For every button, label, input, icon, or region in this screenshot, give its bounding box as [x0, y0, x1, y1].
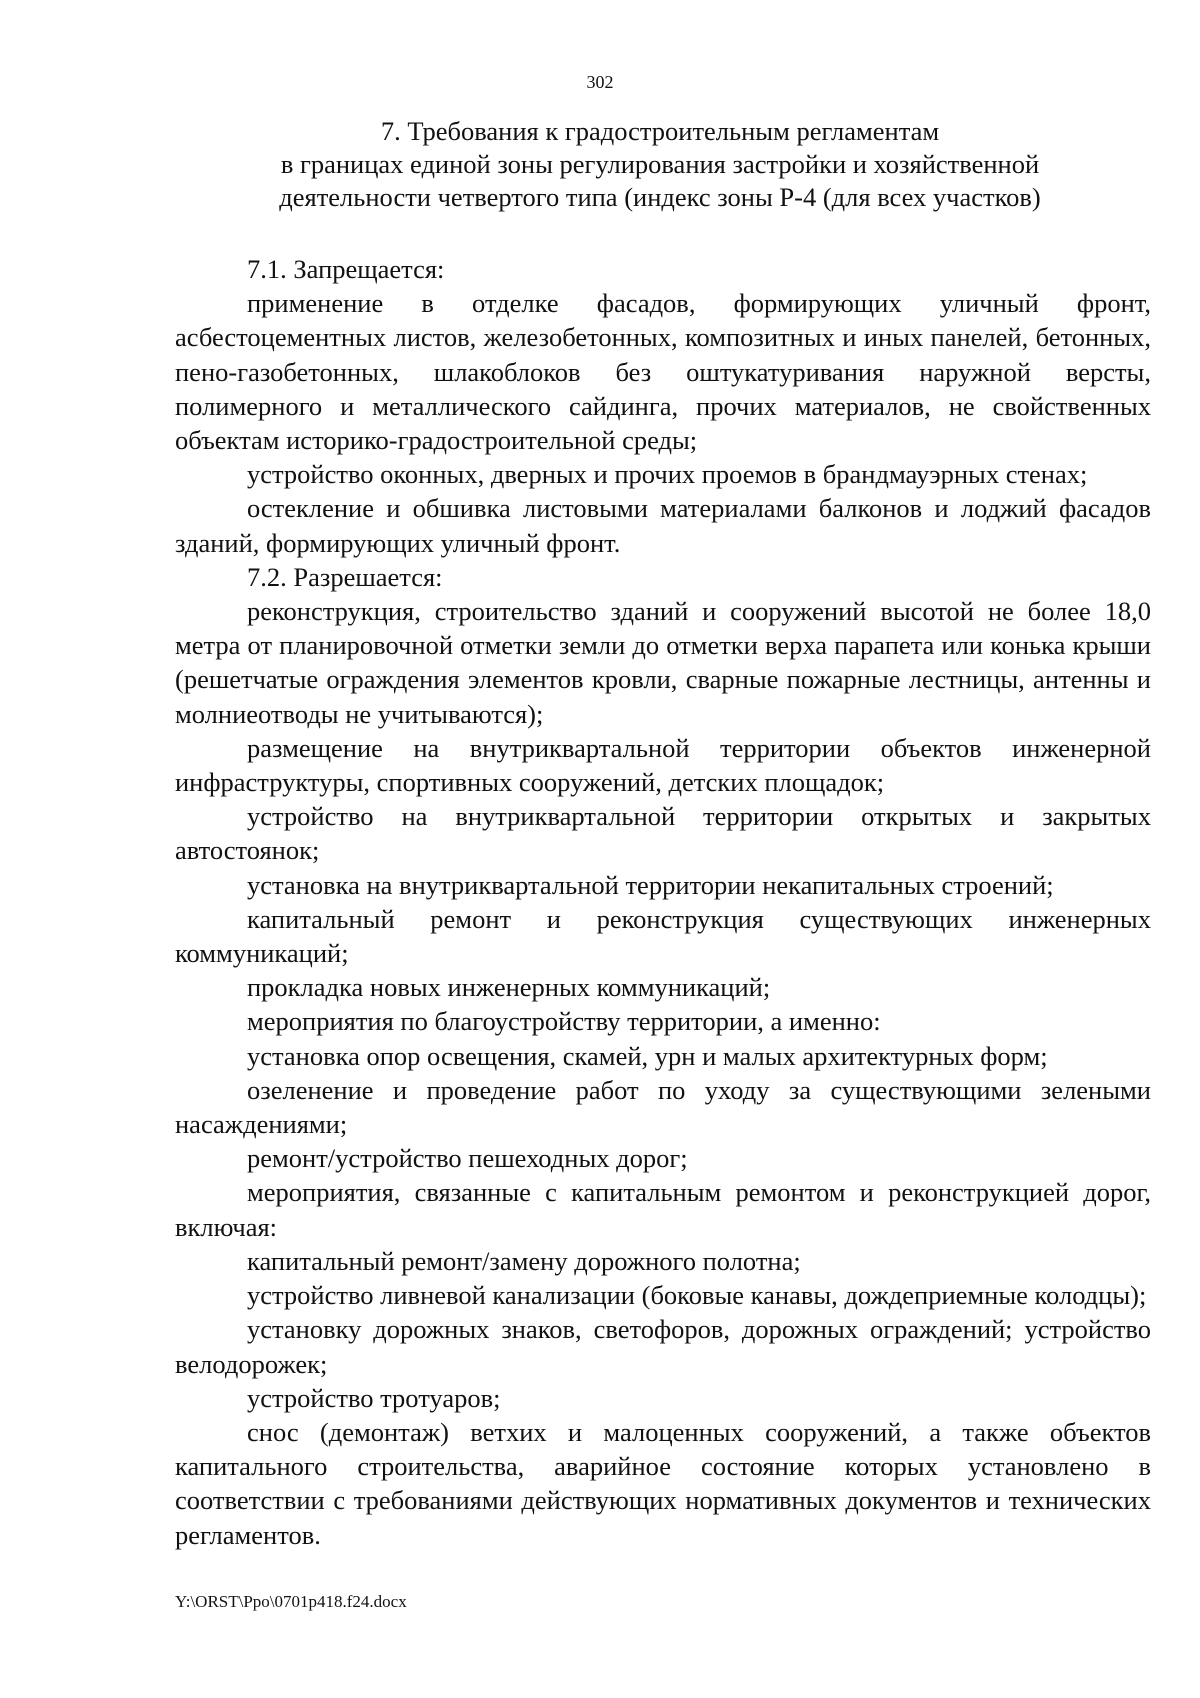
paragraph: реконструкция, строительство зданий и сооружений высотой не более 18,0 метра от планировочной отметки земли до отметки верха парапета или конька крыши (решетчатые ограждения элементов кровли, сварные пожарные лестницы, антенны и молниеотводы не учитываются);	[175, 596, 1151, 729]
title-line: деятельности четвертого типа (индекс зоны Р-4 (для всех участков)	[279, 182, 1041, 212]
paragraph: прокладка новых инженерных коммуникаций;	[247, 972, 771, 1003]
page-number: 302	[586, 72, 614, 92]
paragraph: устройство ливневой канализации (боковые канавы, дождеприемные колодцы);	[247, 1280, 1147, 1311]
paragraph: озеленение и проведение работ по уходу за существующими зелеными насаждениями;	[175, 1074, 1151, 1140]
paragraph: установка опор освещения, скамей, урн и малых архитектурных форм;	[247, 1040, 1048, 1071]
title-line: в границах единой зоны регулирования застройки и хозяйственной	[280, 149, 1040, 179]
paragraph: капитальный ремонт и реконструкция существующих инженерных коммуникаций;	[175, 903, 1151, 969]
paragraph: ремонт/устройство пешеходных дорог;	[247, 1143, 688, 1174]
section-title	[180, 115, 1140, 214]
paragraph: устройство оконных, дверных и прочих проемов в брандмауэрных стенах;	[247, 459, 1088, 490]
document-body	[175, 252, 1151, 1552]
paragraph: мероприятия, связанные с капитальным ремонтом и реконструкцией дорог, включая:	[175, 1177, 1151, 1242]
paragraph: установка на внутриквартальной территории некапитальных строений;	[247, 869, 1054, 900]
paragraph: размещение на внутриквартальной территории объектов инженерной инфраструктуры, спортивных сооружений, детских площадок;	[175, 732, 1151, 798]
paragraph: устройство тротуаров;	[247, 1382, 501, 1413]
paragraph: устройство на внутриквартальной территории открытых и закрытых автостоянок;	[175, 801, 1151, 866]
paragraph: остекление и обшивка листовыми материалами балконов и лоджий фасадов зданий, формирующих уличный фронт.	[175, 493, 1151, 558]
subsection-heading-prohibited: 7.1. Запрещается:	[247, 254, 445, 284]
paragraph: мероприятия по благоустройству территории, а именно:	[247, 1006, 881, 1037]
paragraph: снос (демонтаж) ветхих и малоценных сооружений, а также объектов капитального строительства, аварийное состояние которых установлено в соответствии с требованиями действующих нормативных документов и технических регламентов.	[175, 1416, 1151, 1550]
paragraph: установку дорожных знаков, светофоров, дорожных ограждений; устройство велодорожек;	[175, 1314, 1151, 1379]
paragraph: капитальный ремонт/замену дорожного полотна;	[247, 1245, 801, 1276]
subsection-heading-permitted: 7.2. Разрешается:	[247, 561, 443, 592]
title-line: 7. Требования к градостроительным регламентам	[380, 116, 940, 146]
footer-file-path: Y:\ORST\Ppo\0701p418.f24.docx	[175, 1592, 407, 1611]
paragraph: применение в отделке фасадов, формирующих уличный фронт, асбестоцементных листов, железобетонных, композитных и иных панелей, бетонных, пено-газобетонных, шлакоблоков без оштукатуривания наружной версты, полимерного и металлического сайдинга, прочих материалов, не свойственных объектам историко-градостроительной среды;	[175, 288, 1151, 456]
